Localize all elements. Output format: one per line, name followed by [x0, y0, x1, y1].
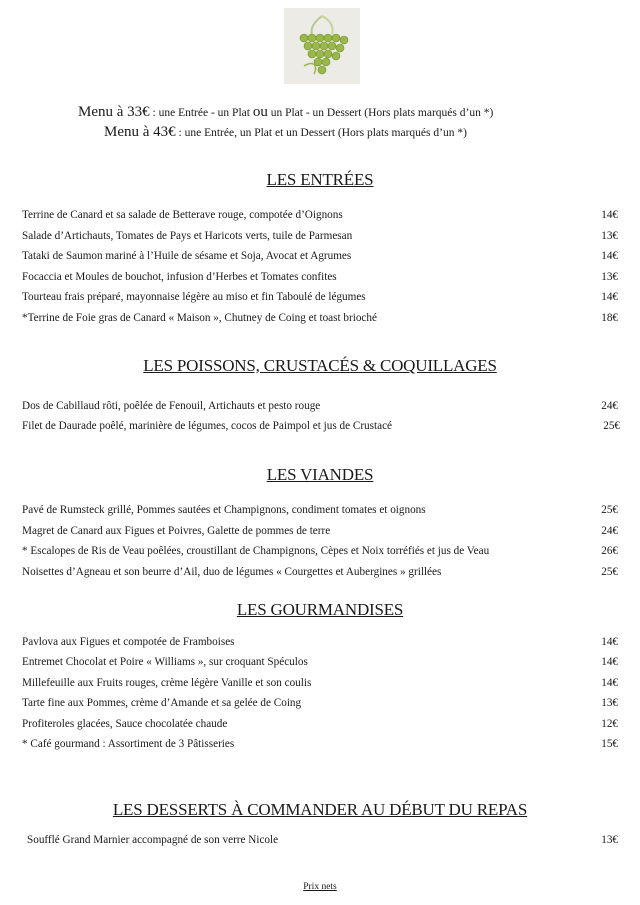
item-name: Tourteau frais préparé, mayonnaise légère au miso et fin Taboulé de légumes — [22, 291, 366, 303]
section-title-gourmandises: LES GOURMANDISES — [236, 600, 404, 619]
item-name: Millefeuille aux Fruits rouges, crème légère Vanille et son coulis — [22, 677, 312, 689]
menu-item — [22, 636, 618, 652]
item-name: Terrine de Canard et sa salade de Betterave rouge, compotée d’Oignons — [22, 209, 343, 221]
menu-item — [22, 400, 618, 416]
menu-33-title: Menu à 33€ — [78, 104, 150, 120]
footer-prix-nets: Prix nets — [303, 882, 337, 892]
item-name: Focaccia et Moules de bouchot, infusion d’Herbes et Tomates confites — [22, 271, 337, 283]
menu-item — [27, 834, 618, 850]
menu-43-desc: : une Entrée, un Plat et un Dessert (Hors plats marqués d’un *) — [175, 127, 467, 139]
item-name: Noisettes d’Agneau et son beurre d’Ail, duo de légumes « Courgettes et Aubergines » grillées — [22, 566, 442, 578]
item-price: 13€ — [601, 271, 618, 283]
item-name: Soufflé Grand Marnier accompagné de son verre Nicole — [27, 834, 279, 846]
item-name: * Café gourmand : Assortiment de 3 Pâtisseries — [22, 738, 235, 750]
menu-item — [22, 656, 618, 672]
menu-item — [22, 230, 618, 246]
menu-33-ou: ou — [252, 104, 268, 120]
menu-item — [22, 697, 618, 713]
menu-item — [22, 271, 618, 287]
menu-33-desc-b: un Plat - un Dessert (Hors plats marqués d’un *) — [267, 107, 494, 119]
item-price: 15€ — [601, 738, 618, 750]
item-price: 13€ — [601, 834, 618, 846]
item-price: 14€ — [601, 291, 618, 303]
item-name: Pavlova aux Figues et compotée de Framboises — [22, 636, 235, 648]
item-name: Tarte fine aux Pommes, crème d’Amande et sa gelée de Coing — [22, 697, 302, 709]
section-title-poissons: LES POISSONS, CRUSTACÉS & COQUILLAGES — [143, 356, 497, 375]
section-title-desserts-commande: LES DESSERTS À COMMANDER AU DÉBUT DU REPAS — [112, 800, 528, 819]
item-price: 25€ — [603, 420, 620, 432]
menu-item — [22, 545, 618, 561]
grapes-logo-icon — [284, 8, 360, 84]
menu-item — [22, 738, 618, 754]
item-name: Tataki de Saumon mariné à l’Huile de sésame et Soja, Avocat et Agrumes — [22, 250, 352, 262]
section-title-viandes: LES VIANDES — [266, 465, 374, 484]
menu-item — [22, 250, 618, 266]
item-price: 14€ — [601, 656, 618, 668]
menu-item — [22, 209, 618, 225]
item-price: 25€ — [601, 504, 618, 516]
item-price: 12€ — [601, 718, 618, 730]
item-price: 18€ — [601, 312, 618, 324]
menu-43-title: Menu à 43€ — [104, 124, 176, 140]
menu-item — [22, 525, 618, 541]
item-name: * Escalopes de Ris de Veau poêlées, croustillant de Champignons, Cèpes et Noix torréfiés et jus de Veau — [22, 545, 490, 557]
item-name: Entremet Chocolat et Poire « Williams », sur croquant Spéculos — [22, 656, 308, 668]
item-price: 13€ — [601, 230, 618, 242]
item-name: Profiteroles glacées, Sauce chocolatée chaude — [22, 718, 228, 730]
item-price: 26€ — [601, 545, 618, 557]
item-price: 14€ — [601, 677, 618, 689]
item-price: 14€ — [601, 209, 618, 221]
menu-item — [22, 677, 618, 693]
item-price: 24€ — [601, 400, 618, 412]
item-price: 24€ — [601, 525, 618, 537]
menu-item — [22, 566, 618, 582]
item-name: Filet de Daurade poêlé, marinière de légumes, cocos de Paimpol et jus de Crustacé — [22, 420, 392, 432]
item-price: 13€ — [601, 697, 618, 709]
menu-item — [22, 718, 618, 734]
menu-33 — [78, 104, 493, 121]
item-name: Dos de Cabillaud rôti, poêlée de Fenouil, Artichauts et pesto rouge — [22, 400, 321, 412]
item-price: 14€ — [601, 636, 618, 648]
item-name: Salade d’Artichauts, Tomates de Pays et Haricots verts, tuile de Parmesan — [22, 230, 353, 242]
menu-item — [22, 312, 618, 328]
menu-33-desc-a: : une Entrée - un Plat — [149, 107, 253, 119]
item-name: Magret de Canard aux Figues et Poivres, Galette de pommes de terre — [22, 525, 331, 537]
section-title-entrees: LES ENTRÉES — [266, 170, 374, 189]
menu-item — [22, 504, 618, 520]
item-name: Pavé de Rumsteck grillé, Pommes sautées et Champignons, condiment tomates et oignons — [22, 504, 426, 516]
item-price: 14€ — [601, 250, 618, 262]
menu-item — [22, 291, 618, 307]
item-price: 25€ — [601, 566, 618, 578]
item-name: *Terrine de Foie gras de Canard « Maison », Chutney de Coing et toast brioché — [22, 312, 377, 324]
menu-item — [22, 420, 618, 436]
menu-43 — [104, 124, 467, 141]
